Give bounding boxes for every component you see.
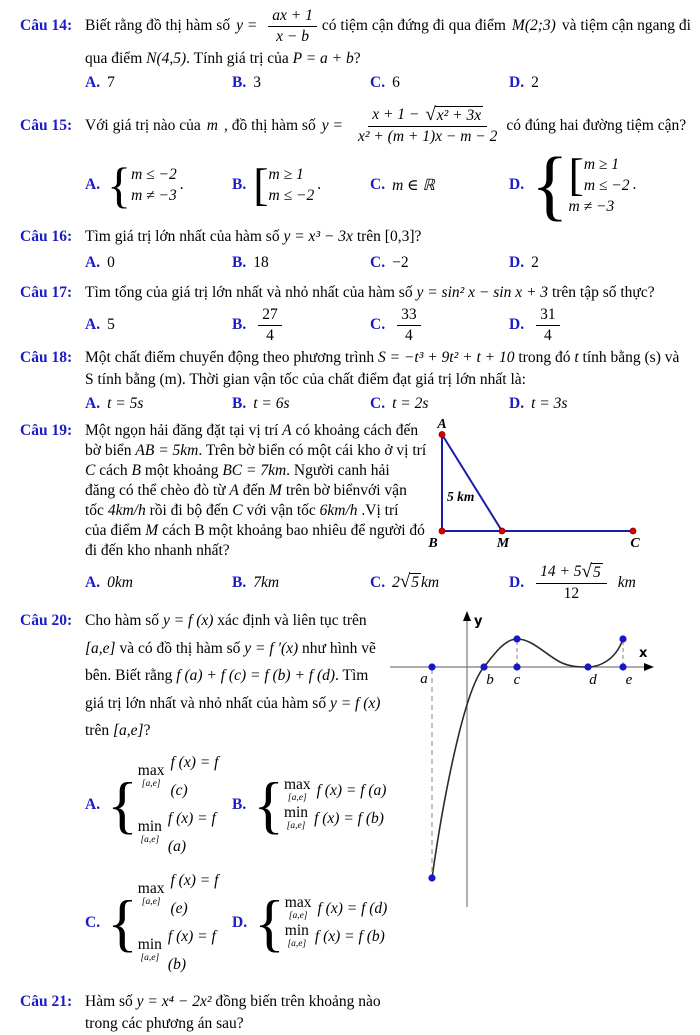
option-letter-a: A. [85, 795, 101, 813]
tick-e-label: e [625, 672, 633, 689]
period: . [317, 176, 322, 193]
q17-d-denominator: 4 [543, 326, 552, 344]
question-14 [0, 6, 700, 92]
q20-l5a: trên [85, 722, 113, 740]
q17-label: Câu 17: [20, 284, 73, 301]
q15-numerator-prefix: x + 1 − [372, 105, 420, 123]
q17-option-a-value: 5 [107, 316, 115, 334]
x-axis-arrow [644, 663, 654, 671]
q16-text-3: ? [414, 228, 422, 245]
q15-d-line-3: m ≠ −3 [568, 197, 615, 215]
q16-function: y = x³ − 3x [283, 228, 353, 245]
q19-speed-row: 4km/h [107, 501, 146, 519]
q20-fx: y = f (x) [162, 612, 214, 630]
q14-text-3: và tiệm cận ngang đi [561, 17, 691, 34]
derivative-graph-svg [390, 607, 700, 913]
q18-text-2: trong đó [514, 348, 575, 366]
q16-option-c [370, 252, 509, 274]
question-21 [0, 991, 700, 1035]
y-axis-arrow [463, 611, 471, 621]
q18-label: Câu 18: [20, 348, 73, 366]
q17-option-c-fraction [397, 306, 421, 345]
q14-option-d-value: 2 [531, 74, 539, 91]
option-letter-d: D. [509, 176, 525, 193]
q19-c-radical [400, 573, 421, 593]
q14-y-equals: y = [236, 17, 258, 34]
q19-l3c: . Người canh hải [286, 461, 390, 479]
q19-l4b: đến [238, 481, 270, 499]
triangle-figure [425, 417, 670, 562]
min-operator: min [283, 804, 309, 822]
q18-option-c-value: t = 2s [392, 394, 429, 412]
point-m-label: M [496, 535, 510, 551]
q15-b-line-2: m ≤ −2 [268, 187, 315, 204]
interval-subscript: [a,e] [140, 835, 160, 846]
q17-c-denominator: 4 [404, 326, 413, 344]
option-letter-a: A. [85, 573, 101, 591]
q14-point-m: M(2;3) [511, 17, 556, 34]
q16-label: Câu 16: [20, 228, 73, 245]
dot-min-a [428, 874, 435, 881]
min-operator: min [137, 818, 162, 836]
q17-option-d [509, 306, 700, 345]
q19-l2b: . Trên bờ biển có một cái kho ở vị trí [198, 441, 427, 459]
q19-option-d [509, 560, 700, 603]
q15-option-a [85, 157, 232, 213]
q15-radical [425, 103, 483, 126]
q16-interval: [0,3] [384, 228, 415, 245]
option-letter-b: B. [232, 394, 247, 412]
q20-b-max-row [284, 777, 387, 805]
q14-line-1 [20, 6, 700, 46]
q19-option-b [232, 574, 370, 592]
q19-d-suffix: km [617, 573, 636, 591]
max-operator: max [283, 776, 311, 794]
q19-point-a2: A [229, 481, 239, 499]
question-17 [0, 282, 700, 345]
q20-a-min-row [138, 805, 232, 861]
option-letter-a: A. [85, 394, 101, 412]
q15-var-m: m [206, 117, 218, 134]
q14-option-d [509, 74, 700, 92]
option-letter-d: D. [509, 254, 525, 271]
q15-option-d-system: { [ m ≥ 1 m ≤ −2 m ≠ −3 [531, 141, 630, 228]
q20-d-max-eq: f (x) = f (d) [317, 899, 388, 917]
q14-option-c-value: 6 [392, 74, 400, 91]
q19-c-suffix: km [420, 573, 440, 591]
q18-option-a [85, 393, 232, 415]
option-letter-c: C. [370, 254, 386, 271]
q18-text-1: Một chất điểm chuyển động theo phương trình [85, 348, 378, 366]
triangle-svg [425, 417, 670, 557]
q14-expression-p: P = a + b [292, 50, 354, 67]
q19-label: Câu 19: [20, 421, 73, 439]
q19-l1-point-a: A [282, 421, 292, 439]
q17-b-denominator: 4 [266, 326, 274, 344]
interval-subscript: [a,e] [141, 897, 161, 908]
q19-l5b: rồi đi bộ đến [145, 501, 233, 519]
sqrt-symbol: √ [425, 103, 436, 125]
q20-option-a: A. { max [a,e] f (x) = f (c) min [a,e] f (x) = f (a) [85, 749, 232, 861]
q20-fprime: y = f ′(x) [244, 639, 299, 657]
q19-l6b: cách B một khoảng bao nhiêu để người đó [158, 521, 425, 539]
period: . [179, 176, 184, 193]
q15-d-line-1: m ≥ 1 [583, 155, 620, 173]
q19-l6a: của điểm [85, 521, 146, 539]
option-letter-d: D. [509, 316, 525, 334]
q19-point-b: B [131, 461, 141, 479]
q19-option-a-value: 0km [107, 573, 133, 591]
q14-option-b-value: 3 [253, 74, 261, 91]
q16-option-b [232, 252, 370, 274]
dot-above-e [619, 635, 626, 642]
q17-line-1 [20, 282, 700, 304]
option-letter-a: A. [85, 316, 101, 334]
q17-text-2: trên tập số thực? [548, 284, 655, 301]
q14-fraction [268, 7, 317, 46]
q15-answer-row [85, 141, 700, 228]
q17-option-a [85, 316, 232, 334]
q17-option-b-fraction [258, 306, 282, 345]
option-letter-b: B. [232, 316, 247, 334]
q16-option-c-value: −2 [392, 254, 409, 271]
q16-option-b-value: 18 [253, 254, 269, 271]
q18-option-d [509, 393, 700, 415]
q19-c-prefix: 2 [392, 573, 400, 591]
question-16 [0, 226, 700, 274]
q19-point-m2: M [145, 521, 159, 539]
q20-c-max-eq: f (x) = f (e) [170, 871, 219, 917]
q20-interval2: [a,e] [112, 722, 144, 740]
question-18 [0, 347, 700, 415]
q20-d-max-row [285, 895, 388, 923]
q17-answer-row [85, 306, 700, 345]
min-operator: min [284, 922, 309, 940]
q20-option-c: C. { max [a,e] f (x) = f (e) min [a,e] f (x) = f (b) [85, 867, 232, 979]
q14-option-c [370, 74, 509, 92]
q21-l1a: Hàm số [85, 992, 137, 1010]
q18-answer-row [85, 393, 700, 415]
interval-subscript: [a,e] [286, 821, 306, 832]
q18-option-b [232, 393, 370, 415]
tick-a-label: a [420, 671, 428, 688]
question-15 [0, 100, 700, 228]
q16-option-a [85, 252, 232, 274]
q19-c-radicand: 5 [411, 574, 419, 592]
q15-option-b-system: [ m ≥ 1 m ≤ −2 [253, 159, 315, 210]
q18-option-b-value: t = 6s [253, 394, 290, 412]
q20-label: Câu 20: [20, 612, 73, 630]
q19-d-num-prefix: 14 + 5 [540, 562, 582, 580]
q15-text-1: Với giá trị nào của [85, 117, 201, 134]
q20-option-d: D. { max [a,e] f (x) = f (d) min [a,e] f (x) = f (b) [232, 886, 388, 958]
q16-text [85, 226, 421, 248]
option-letter-d: D. [509, 74, 525, 91]
q15-fraction-denominator: x² + (m + 1)x − m − 2 [357, 128, 498, 146]
period: . [632, 176, 637, 193]
q20-c-min-row [138, 923, 232, 979]
option-letter-b: B. [232, 795, 247, 813]
q14-point-n: N(4,5) [146, 50, 187, 67]
point-a-dot [439, 431, 445, 437]
option-letter-b: B. [232, 573, 247, 591]
derivative-graph-figure [390, 607, 700, 918]
q15-option-d [509, 141, 700, 228]
q15-option-b [232, 159, 370, 210]
q19-d-denominator: 12 [563, 585, 580, 603]
y-axis-label: y [474, 614, 483, 630]
q17-c-numerator: 33 [397, 306, 421, 326]
q19-l4a: đăng có thể chèo đò từ [85, 481, 230, 499]
dot-c [513, 663, 520, 670]
q14-line-2 [85, 48, 700, 70]
q19-l5d: .Vị trí [357, 501, 399, 519]
dot-peak-c [513, 635, 520, 642]
option-letter-c: C. [370, 316, 386, 334]
q15-b-line-1: m ≥ 1 [268, 166, 304, 183]
q15-option-c [370, 176, 509, 195]
q16-answer-row [85, 252, 700, 274]
q20-text-l1 [85, 607, 367, 635]
q15-text-2: , đồ thị hàm số [224, 117, 316, 134]
point-m-dot [499, 528, 505, 534]
q15-radicand: x² + 3x [436, 106, 482, 124]
q20-l3b: . Tìm [335, 667, 369, 685]
option-letter-d: D. [509, 573, 525, 591]
q14-label: Câu 14: [20, 17, 73, 34]
q18-option-d-value: t = 3s [531, 394, 568, 412]
option-letter-c: C. [370, 573, 386, 591]
tick-c-label: c [513, 672, 521, 689]
q19-point-c: C [85, 461, 96, 479]
q20-c-min-eq: f (x) = f (b) [167, 927, 216, 973]
q20-b-min-eq: f (x) = f (b) [314, 809, 384, 827]
option-letter-a: A. [85, 176, 101, 193]
q17-function: y = sin² x − sin x + 3 [416, 284, 549, 301]
q19-point-m: M [269, 481, 282, 499]
option-letter-c: C. [370, 74, 386, 91]
q19-option-c [370, 573, 509, 593]
q20-l2b: như hình vẽ [298, 639, 376, 657]
question-19 [0, 416, 700, 603]
q18-option-c [370, 393, 509, 415]
min-operator: min [137, 936, 162, 954]
dot-b [480, 663, 487, 670]
q19-l7: đi đến kho nhanh nhất? [85, 541, 230, 559]
q19-bc-distance: BC = 7km [222, 461, 287, 479]
q14-text-6: ? [353, 50, 361, 67]
option-letter-a: A. [85, 254, 101, 271]
q14-option-a [85, 74, 232, 92]
point-b-label: B [428, 535, 438, 551]
q17-d-numerator: 31 [536, 306, 560, 326]
max-operator: max [137, 880, 165, 898]
q19-l4c: trên bờ biểnvới vận [281, 481, 407, 499]
interval-subscript: [a,e] [141, 779, 161, 790]
q19-answer-row [85, 560, 700, 603]
q19-text-l1 [85, 421, 418, 441]
q17-text [85, 282, 655, 304]
q14-fraction-denominator: x − b [276, 27, 310, 45]
option-letter-d: D. [232, 913, 248, 931]
q16-option-d [509, 252, 700, 274]
q15-option-a-system: { m ≤ −2 m ≠ −3 [107, 157, 177, 213]
q15-text-3: có đúng hai đường tiệm cận? [506, 117, 687, 134]
q19-l5a: tốc [85, 501, 108, 519]
option-letter-c: C. [370, 176, 386, 193]
q20-option-b: B. { max [a,e] f (x) = f (a) min [a,e] f (x) = f (b) [232, 768, 387, 840]
q15-y-equals: y = [321, 117, 343, 134]
option-letter-c: C. [85, 913, 101, 931]
sqrt-symbol: √ [399, 571, 411, 593]
q19-d-radical [581, 560, 603, 583]
q18-text [85, 347, 679, 369]
q20-c-max-row [138, 867, 232, 923]
dot-a [428, 663, 435, 670]
q14-fraction-numerator: ax + 1 [268, 7, 317, 27]
q15-option-c-value: m ∈ ℝ [392, 176, 435, 194]
q20-l2a: và có đồ thị hàm số [115, 639, 245, 657]
q20-a-max-eq: f (x) = f (c) [170, 753, 219, 799]
q14-text-5: . Tính giá trị của [186, 50, 293, 67]
q17-option-c [370, 306, 509, 345]
option-letter-b: B. [232, 254, 247, 271]
q18-line-1 [20, 347, 700, 369]
q14-answer-row [85, 74, 700, 92]
q15-a-line-1: m ≤ −2 [131, 166, 177, 183]
q16-option-a-value: 0 [107, 254, 115, 271]
point-b-dot [439, 528, 445, 534]
q16-text-1: Tìm giá trị lớn nhất của hàm số [85, 228, 284, 245]
q19-option-a [85, 574, 232, 592]
q15-d-line-2: m ≤ −2 [583, 176, 630, 194]
q20-interval: [a,e] [85, 639, 116, 657]
ab-length-label: 5 km [447, 488, 475, 504]
interval-subscript: [a,e] [288, 911, 308, 922]
interval-subscript: [a,e] [287, 939, 307, 950]
q20-l4a: giá trị lớn nhất và nhỏ nhất của hàm số [85, 694, 330, 712]
q16-text-2: trên [352, 228, 385, 245]
q18-line-2 [85, 369, 700, 391]
q17-b-numerator: 27 [258, 306, 282, 326]
point-a-label: A [437, 416, 447, 432]
dot-d [584, 663, 591, 670]
q18-var-t: t [574, 348, 579, 366]
q21-text [85, 991, 381, 1013]
option-letter-c: C. [370, 394, 386, 412]
q18-text-4: S tính bằng (m). Thời gian vận tốc của chất điểm đạt giá trị lớn nhất là: [85, 370, 526, 388]
q18-motion-equation: S = −t³ + 9t² + t + 10 [377, 348, 515, 366]
question-20 [0, 607, 700, 979]
q20-l1a: Cho hàm số [85, 612, 163, 630]
q20-identity: f (a) + f (c) = f (b) + f (d) [176, 667, 336, 685]
q20-l1b: xác định và liên tục trên [213, 612, 367, 630]
q15-fraction-numerator [368, 103, 487, 128]
q19-l2a: bờ biển [85, 441, 136, 459]
q19-d-radicand: 5 [592, 563, 601, 581]
dot-e [619, 663, 626, 670]
q19-l3a: cách [95, 461, 132, 479]
q14-text-4: qua điểm [85, 50, 147, 67]
interval-subscript: [a,e] [140, 953, 160, 964]
q19-ab-distance: AB = 5km [135, 441, 199, 459]
q21-line-1 [20, 991, 700, 1013]
q19-point-c2: C [232, 501, 243, 519]
q19-l1b: có khoảng cách đến [291, 421, 419, 439]
option-letter-a: A. [85, 74, 101, 91]
segment-am [442, 434, 502, 531]
option-letter-b: B. [232, 176, 247, 193]
q20-d-min-row [285, 923, 388, 951]
q20-a-min-eq: f (x) = f (a) [167, 809, 216, 855]
q17-text-1: Tìm tổng của giá trị lớn nhất và nhỏ nhất của hàm số [85, 284, 417, 301]
q15-a-line-2: m ≠ −3 [131, 187, 177, 204]
q21-label: Câu 21: [20, 992, 73, 1010]
point-c-label: C [630, 535, 640, 551]
q14-text-1: Biết rằng đồ thị hàm số [85, 17, 231, 34]
q15-label: Câu 15: [20, 117, 73, 134]
q20-b-min-row [284, 805, 387, 833]
q19-option-d-fraction [536, 560, 607, 603]
option-letter-b: B. [232, 74, 247, 91]
q18-text-3: tính bằng (s) và [578, 348, 680, 366]
q20-fx2: y = f (x) [329, 694, 381, 712]
q15-line-1 [20, 100, 700, 152]
q14-option-a-value: 7 [107, 74, 115, 91]
max-operator: max [284, 894, 312, 912]
interval-subscript: [a,e] [287, 793, 307, 804]
q17-option-b [232, 306, 370, 345]
q17-option-d-fraction [536, 306, 560, 345]
q15-fraction [354, 103, 501, 146]
point-c-dot [630, 528, 636, 534]
q19-l5c: với vận tốc [242, 501, 320, 519]
option-letter-d: D. [509, 394, 525, 412]
sqrt-symbol: √ [581, 560, 592, 582]
q20-l5b: ? [143, 722, 151, 740]
q14-option-b [232, 74, 370, 92]
q19-d-numerator [536, 560, 607, 585]
q16-line-1 [20, 226, 700, 248]
q16-option-d-value: 2 [531, 254, 539, 271]
q20-d-min-eq: f (x) = f (b) [314, 927, 385, 945]
q20-l3a: bên. Biết rằng [85, 667, 177, 685]
q14-text-2: có tiệm cận đứng đi qua điểm [321, 17, 506, 34]
q21-function: y = x⁴ − 2x² [136, 992, 212, 1010]
q21-line-2 [85, 1013, 700, 1035]
tick-b-label: b [486, 672, 494, 689]
q15-d-inner-bracket: [ m ≥ 1 m ≤ −2 [568, 148, 630, 200]
q19-l1a: Một ngọn hải đăng đặt tại vị trí [85, 421, 283, 439]
max-operator: max [137, 762, 165, 780]
q19-option-b-value: 7km [253, 573, 280, 591]
q21-l2: trong các phương án sau? [85, 1014, 244, 1032]
q19-l3b: một khoảng [140, 461, 223, 479]
q21-l1b: đồng biến trên khoảng nào [211, 992, 381, 1010]
q20-b-max-eq: f (x) = f (a) [316, 781, 387, 799]
x-axis-label: x [639, 646, 648, 662]
q19-speed-walk: 6km/h [319, 501, 358, 519]
tick-d-label: d [589, 672, 597, 689]
q20-a-max-row [138, 749, 232, 805]
q18-option-a-value: t = 5s [107, 394, 144, 412]
